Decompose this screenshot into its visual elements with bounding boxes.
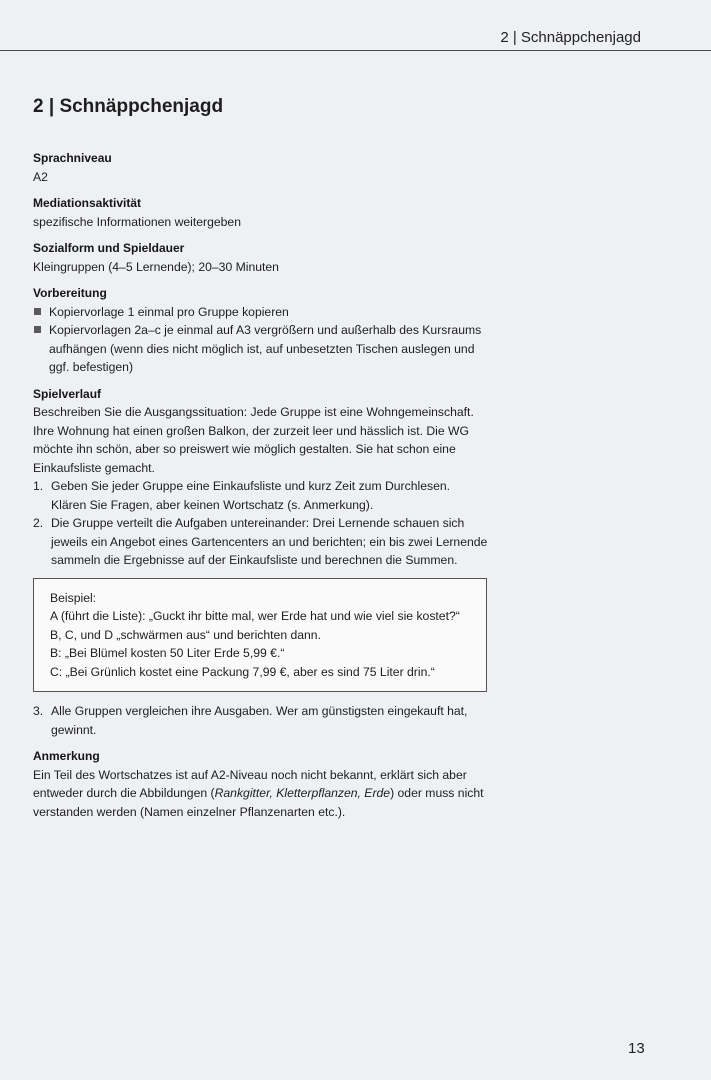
section-text: A2 [33, 169, 48, 184]
section-title: Spielverlauf [33, 386, 102, 401]
step-list [33, 477, 488, 570]
section-title: Vorbereitung [33, 286, 107, 300]
step-list [33, 702, 488, 739]
list-item [33, 477, 488, 514]
step-number: 3. [33, 704, 44, 718]
step-text: Alle Gruppen vergleichen ihre Ausgaben. Wer am günstigsten eingekauft hat, gewinnt. [51, 704, 468, 737]
section-text: Beschreiben Sie die Ausgangssituation: Jede Gruppe ist eine Wohngemeinschaft. Ihre Wohnung hat einen großen Balkon, der zurzeit leer und hässlich ist. Die WG möchte ihn schön, aber so preiswert wie möglich gestalten. Sie hat schon eine Einkaufsliste gemacht. [33, 405, 474, 475]
list-item-text: Kopiervorlage 1 einmal pro Gruppe kopieren [49, 304, 289, 319]
example-line: B: „Bei Blümel kosten 50 Liter Erde 5,99 €.“ [50, 646, 285, 660]
list-item [33, 514, 488, 570]
page-content [33, 95, 488, 829]
example-line: A (führt die Liste): „Guckt ihr bitte mal, wer Erde hat und wie viel sie kostet?“ [50, 609, 460, 623]
example-box [33, 578, 487, 693]
section-title: Sozialform und Spieldauer [33, 241, 185, 255]
list-item-text: Kopiervorlagen 2a–c je einmal auf A3 vergrößern und außerhalb des Kursraums aufhängen (wenn dies nicht möglich ist, auf unbesetzten Tischen auslegen und ggf. befestigen) [49, 323, 482, 374]
section-title: Anmerkung [33, 749, 100, 763]
section-title: Sprachniveau [33, 151, 112, 165]
step-number: 1. [33, 479, 44, 493]
list-item [33, 321, 488, 377]
section-text: spezifische Informationen weitergeben [33, 214, 241, 229]
list-item [33, 303, 488, 322]
page-title: 2 | Schnäppchenjagd [33, 96, 224, 117]
page-header [0, 0, 711, 51]
italic-text-run: Rankgitter, Kletterpflanzen, Erde [214, 786, 391, 800]
step-text: Geben Sie jeder Gruppe eine Einkaufsliste und kurz Zeit zum Durchlesen. Klären Sie Fragen, aber keinen Wortschatz (s. Anmerkung). [51, 479, 451, 512]
text-run: Ein Teil des Wortschatzes ist auf A2-Niveau noch nicht bekannt, erklärt sich aber entweder durch die Abbildungen ( [33, 767, 467, 800]
step-number: 2. [33, 516, 44, 530]
section-mediation [33, 194, 488, 231]
text-run: ) oder muss nicht verstanden werden (Namen einzelner Pflanzenarten etc.). [33, 786, 484, 819]
section-title: Mediationsaktivität [33, 196, 142, 210]
page-number: 13 [628, 1040, 645, 1057]
bullet-square-icon [34, 326, 41, 333]
bullet-square-icon [34, 308, 41, 315]
example-line: C: „Bei Grünlich kostet eine Packung 7,99 €, aber es sind 75 Liter drin.“ [50, 664, 435, 679]
section-sprachniveau [33, 149, 488, 186]
section-text: Kleingruppen (4–5 Lernende); 20–30 Minuten [33, 259, 279, 274]
example-label: Beispiel: [50, 590, 97, 605]
section-anmerkung [33, 747, 488, 821]
section-vorbereitung [33, 284, 488, 377]
step-text: Die Gruppe verteilt die Aufgaben untereinander: Drei Lernende schauen sich jeweils ein Angebot eines Gartencenters an und berichten; ein bis zwei Lernende sammeln die Ergebnisse auf der Einkaufsliste und berechnen die Summen. [51, 516, 488, 567]
section-spielverlauf [33, 385, 488, 740]
list-item [33, 702, 488, 739]
example-line: B, C, und D „schwärmen aus“ und berichten dann. [50, 627, 321, 642]
section-text [33, 766, 488, 822]
bullet-list [33, 303, 488, 377]
running-title: 2 | Schnäppchenjagd [500, 29, 641, 46]
section-sozialform [33, 239, 488, 276]
